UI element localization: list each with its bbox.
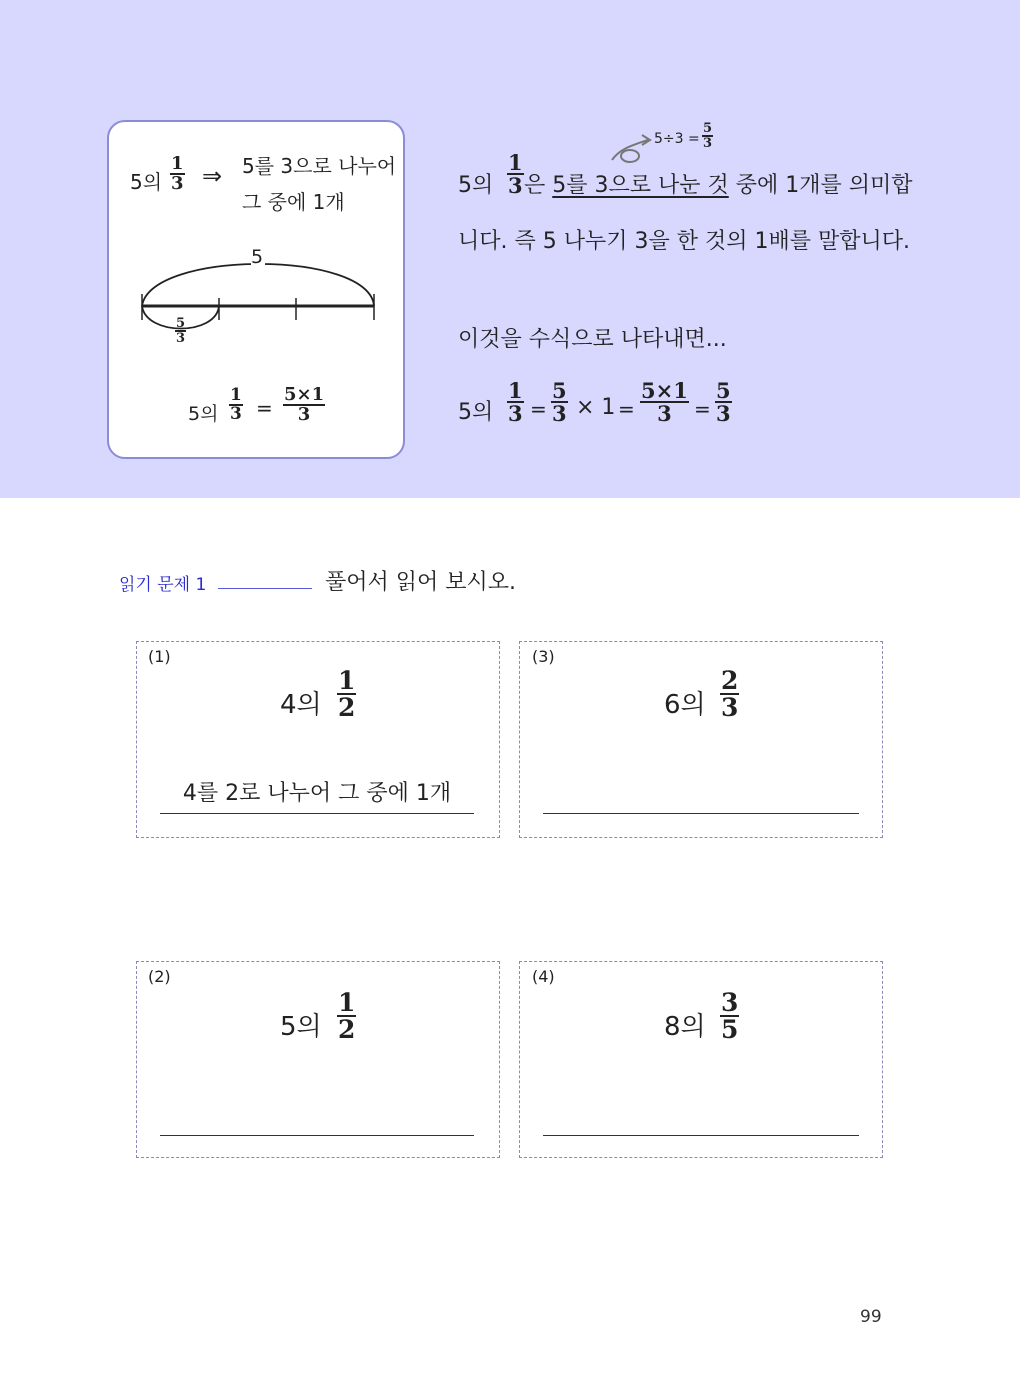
item-fraction: 2 3	[721, 666, 739, 722]
card-formula-eq: =	[256, 396, 273, 420]
item-box-3	[519, 641, 883, 838]
answer-line[interactable]	[543, 813, 859, 814]
card-desc-line1: 5를 3으로 나누어	[242, 154, 397, 178]
formula-times: × 1	[576, 395, 616, 420]
item-box-2	[136, 961, 500, 1158]
formula-eq1: =	[530, 397, 547, 421]
handwritten-note-arrow	[606, 130, 656, 170]
diagram-whole-label: 5	[251, 246, 264, 268]
problem-instruction: 풀어서 읽어 보시오.	[325, 570, 516, 595]
item-box-4	[519, 961, 883, 1158]
item-box-1	[136, 641, 500, 838]
formula-eq2: =	[618, 397, 635, 421]
item-number: (2)	[148, 967, 171, 986]
card-formula-frac: 1 3	[230, 385, 242, 424]
problem-blank	[218, 588, 312, 589]
formula-eq3: =	[694, 397, 711, 421]
formula-frac1: 1 3	[508, 378, 523, 426]
formula-frac4: 5 3	[716, 378, 731, 426]
item-fraction: 1 2	[338, 666, 356, 722]
formula-frac3: 5×1 3	[641, 378, 688, 426]
answer-line[interactable]	[543, 1135, 859, 1136]
item-number: (3)	[532, 647, 555, 666]
item-number: (1)	[148, 647, 171, 666]
note-text: 5÷3 =	[654, 131, 700, 147]
card-formula-lhs: 5의	[188, 403, 219, 425]
item-fraction: 1 2	[338, 988, 356, 1044]
card-fraction: 1 3	[171, 153, 184, 194]
diagram-part-fraction: 5 3	[176, 316, 186, 346]
answer-line[interactable]	[160, 1135, 474, 1136]
item-lhs: 5의	[280, 1012, 322, 1042]
item-answer-text: 4를 2로 나누어 그 중에 1개	[182, 781, 452, 806]
explanation-line2: 니다. 즉 5 나누기 3을 한 것의 1배를 말합니다.	[458, 229, 910, 254]
item-lhs: 6의	[664, 690, 706, 720]
note-fraction: 5 3	[703, 121, 713, 151]
item-lhs: 4의	[280, 690, 322, 720]
whole-arc	[142, 264, 374, 306]
answer-line[interactable]	[160, 813, 474, 814]
explanation-fraction: 1 3	[508, 150, 523, 198]
underlined-phrase: 5를 3으로 나눈 것	[552, 173, 729, 198]
item-number: (4)	[532, 967, 555, 986]
card-desc-line2: 그 중에 1개	[242, 190, 345, 214]
card-formula-rhs: 5×1 3	[284, 384, 325, 425]
problem-label: 읽기 문제 1	[119, 575, 207, 595]
explanation-line1: 은 5를 3으로 나눈 것 중에 1개를 의미합	[524, 173, 913, 198]
card-lhs: 5의	[130, 170, 163, 194]
implies-arrow: ⇒	[202, 162, 223, 190]
explanation-line1-prefix: 5의	[458, 173, 494, 198]
page-number: 99	[860, 1307, 882, 1327]
item-lhs: 8의	[664, 1012, 706, 1042]
formula-lhs: 5의	[458, 400, 494, 425]
formula-frac2: 5 3	[552, 378, 567, 426]
explanation-line3: 이것을 수식으로 나타내면...	[458, 327, 727, 352]
item-fraction: 3 5	[721, 988, 739, 1044]
